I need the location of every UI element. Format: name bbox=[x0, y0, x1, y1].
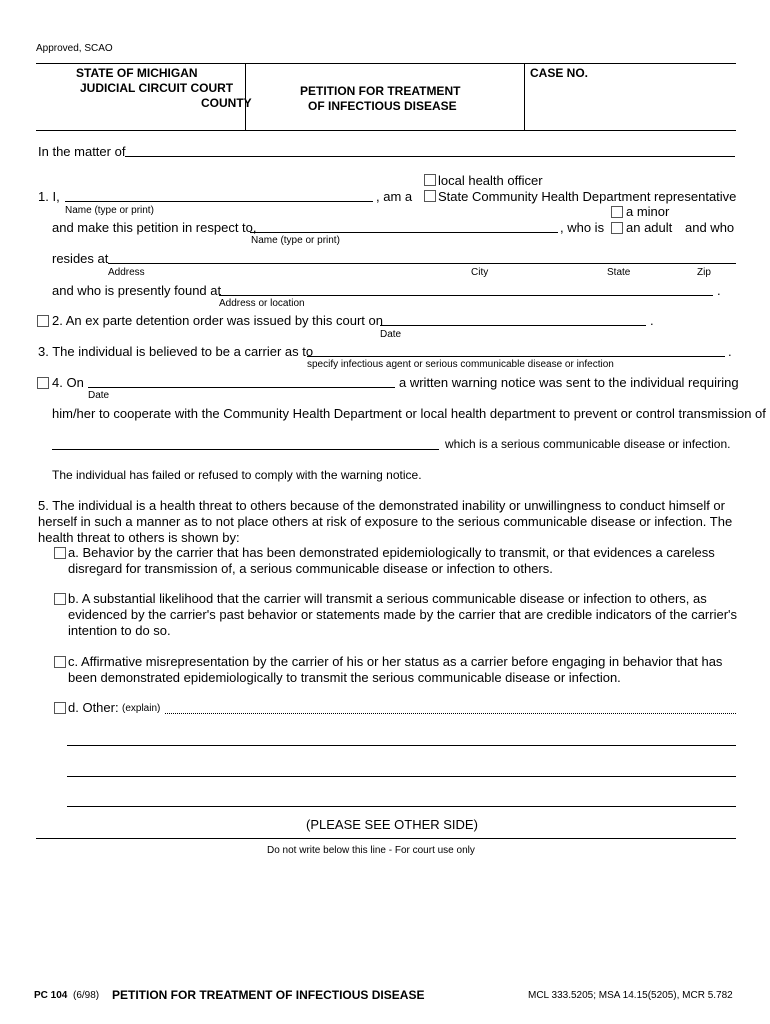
state-caption: State bbox=[607, 267, 631, 278]
item2-period: . bbox=[650, 313, 654, 328]
item4-failed-text: The individual has failed or refused to comply with the warning notice. bbox=[52, 468, 422, 482]
found-at-text: and who is presently found at bbox=[52, 283, 222, 298]
who-is-text: , who is bbox=[560, 220, 605, 235]
case-no-label: CASE NO. bbox=[530, 66, 589, 80]
zip-caption: Zip bbox=[697, 267, 711, 278]
case-no-field[interactable] bbox=[590, 64, 736, 128]
name-caption-2: Name (type or print) bbox=[251, 235, 340, 246]
item4-checkbox[interactable] bbox=[37, 377, 49, 389]
header-divider-right bbox=[524, 63, 525, 130]
adult-label: an adult bbox=[626, 220, 673, 235]
item5d-checkbox[interactable] bbox=[54, 702, 66, 714]
local-health-officer-label: local health officer bbox=[438, 173, 543, 188]
item4-date-caption: Date bbox=[88, 390, 110, 401]
other-line-3[interactable] bbox=[67, 776, 736, 777]
approval-note: Approved, SCAO bbox=[36, 43, 113, 54]
court-use-rule bbox=[36, 838, 736, 839]
present-location-field[interactable] bbox=[219, 295, 713, 296]
item5b-text: b. A substantial likelihood that the carrier will transmit a serious communicable disease or infection to others, as evidenced by the carrier's past behavior or statements made by the carrier that are credible indicators of the carrier's intention to do so. bbox=[68, 591, 738, 638]
item4-cooperate-text: him/her to cooperate with the Community Health Department or local health department to prevent or control transmission of bbox=[52, 406, 766, 421]
header-bottom-rule bbox=[36, 130, 736, 131]
respondent-name-field[interactable] bbox=[250, 232, 558, 233]
item4-which-text: which is a serious communicable disease or infection. bbox=[445, 437, 731, 451]
form-date: (6/98) bbox=[73, 990, 100, 1001]
item5c-text: c. Affirmative misrepresentation by the carrier of his or her status as a carrier before engaging in behavior that has been demonstrated epidemiologically to transmit the serious communicable disease or infection. bbox=[68, 654, 723, 685]
item2-text: 2. An ex parte detention order was issued by this court on bbox=[52, 313, 383, 328]
warning-notice-date-field[interactable] bbox=[88, 387, 395, 388]
form-title-line1: PETITION FOR TREATMENT bbox=[300, 84, 461, 98]
item2-date-caption: Date bbox=[380, 329, 402, 340]
detention-order-date-field[interactable] bbox=[380, 325, 646, 326]
statute-citation: MCL 333.5205; MSA 14.15(5205), MCR 5.782 bbox=[528, 990, 733, 1001]
state-name: STATE OF MICHIGAN bbox=[76, 66, 198, 80]
court-use-note: Do not write below this line - For court use only bbox=[267, 845, 475, 856]
item3-caption: specify infectious agent or serious communicable disease or infection bbox=[307, 359, 614, 370]
location-caption: Address or location bbox=[219, 298, 305, 309]
residence-address-field[interactable] bbox=[108, 263, 736, 264]
address-caption: Address bbox=[108, 267, 145, 278]
item3-text: 3. The individual is believed to be a carrier as to bbox=[38, 344, 314, 359]
am-a-text: , am a bbox=[376, 189, 413, 204]
explain-caption: (explain) bbox=[122, 703, 161, 714]
item5c-checkbox[interactable] bbox=[54, 656, 66, 668]
other-line-4[interactable] bbox=[67, 806, 736, 807]
other-line-2[interactable] bbox=[67, 745, 736, 746]
form-title-line2: OF INFECTIOUS DISEASE bbox=[308, 99, 457, 113]
adult-checkbox[interactable] bbox=[611, 222, 623, 234]
item3-period: . bbox=[728, 344, 732, 359]
state-rep-label: State Community Health Department representative bbox=[438, 189, 737, 204]
name-caption-1: Name (type or print) bbox=[65, 205, 154, 216]
found-at-period: . bbox=[717, 283, 721, 298]
city-caption: City bbox=[471, 267, 489, 278]
disease-name-field[interactable] bbox=[52, 449, 439, 450]
local-health-officer-checkbox[interactable] bbox=[424, 174, 436, 186]
state-rep-checkbox[interactable] bbox=[424, 190, 436, 202]
item2-checkbox[interactable] bbox=[37, 315, 49, 327]
see-other-side: (PLEASE SEE OTHER SIDE) bbox=[306, 817, 478, 832]
item5a-checkbox[interactable] bbox=[54, 547, 66, 559]
make-petition-text: and make this petition in respect to, bbox=[52, 220, 257, 235]
minor-label: a minor bbox=[626, 204, 670, 219]
item4-notice-text: a written warning notice was sent to the individual requiring bbox=[399, 375, 739, 390]
item4-on-text: 4. On bbox=[52, 375, 84, 390]
resides-at-text: resides at bbox=[52, 251, 109, 266]
item5b-checkbox[interactable] bbox=[54, 593, 66, 605]
item5a-text: a. Behavior by the carrier that has been demonstrated epidemiologically to transmit, or that evidences a careless disregard for transmission of, a serious communicable disease or infection to others. bbox=[68, 545, 715, 576]
county-label: COUNTY bbox=[201, 96, 252, 110]
matter-label: In the matter of bbox=[38, 144, 126, 159]
infectious-agent-field[interactable] bbox=[307, 356, 725, 357]
minor-checkbox[interactable] bbox=[611, 206, 623, 218]
item5-text: 5. The individual is a health threat to others because of the demonstrated inability or unwillingness to conduct himself or herself in such a manner as to not place others at risk of exposure to the serious communicable disease or infection. The health threat to others is shown by: bbox=[38, 498, 733, 545]
other-explain-field[interactable] bbox=[165, 713, 736, 714]
and-who-text: and who bbox=[685, 220, 735, 235]
matter-field[interactable] bbox=[125, 156, 735, 157]
form-number: PC 104 bbox=[34, 990, 68, 1001]
footer-title: PETITION FOR TREATMENT OF INFECTIOUS DISEASE bbox=[112, 988, 425, 1002]
item5d-label: d. Other: bbox=[68, 700, 119, 715]
petitioner-name-field[interactable] bbox=[65, 201, 373, 202]
court-name: JUDICIAL CIRCUIT COURT bbox=[80, 81, 234, 95]
item1-prefix: 1. I, bbox=[38, 189, 60, 204]
